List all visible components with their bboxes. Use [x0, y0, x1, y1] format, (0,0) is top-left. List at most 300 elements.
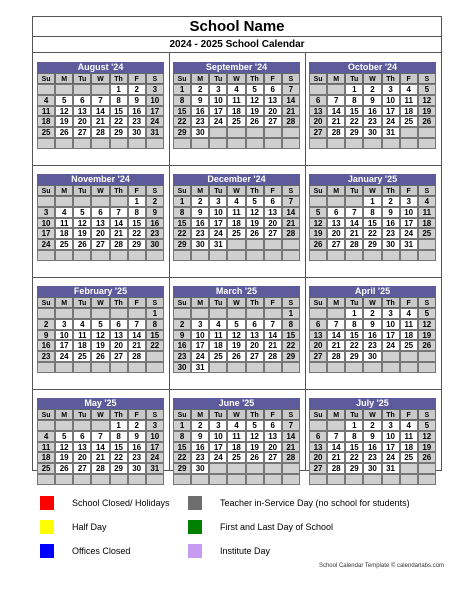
weekday-header: M: [191, 185, 209, 196]
weekday-header: M: [327, 409, 345, 420]
day-cell: 24: [400, 228, 418, 239]
legend-item: [40, 496, 170, 510]
day-cell: 27: [246, 351, 264, 362]
weekday-header: Tu: [73, 297, 91, 308]
empty-day-cell: [345, 250, 363, 261]
grid-divider: [33, 165, 441, 166]
week-row: [37, 452, 164, 463]
weekday-header: S: [146, 409, 164, 420]
empty-day-cell: [173, 138, 191, 149]
empty-day-cell: [227, 463, 245, 474]
day-cell: 20: [327, 228, 345, 239]
day-cell: 16: [173, 340, 191, 351]
day-cell: 8: [173, 431, 191, 442]
weekday-header: F: [264, 297, 282, 308]
month-title: August '24: [37, 62, 164, 73]
day-cell: 24: [209, 116, 227, 127]
week-row: [173, 351, 300, 362]
day-cell: 16: [37, 340, 55, 351]
day-cell: 14: [345, 218, 363, 229]
footer-credit: School Calendar Template © calendarlabs.com: [318, 563, 444, 569]
empty-day-cell: [327, 84, 345, 95]
weekday-header: Su: [37, 73, 55, 84]
weekday-header: Th: [246, 409, 264, 420]
day-cell: 26: [227, 351, 245, 362]
empty-day-cell: [227, 127, 245, 138]
day-cell: 13: [264, 95, 282, 106]
day-cell: 26: [418, 340, 436, 351]
empty-day-cell: [309, 474, 327, 485]
day-cell: 23: [191, 452, 209, 463]
empty-day-cell: [227, 362, 245, 373]
empty-day-cell: [91, 362, 109, 373]
day-cell: 16: [128, 106, 146, 117]
day-cell: 1: [282, 308, 300, 319]
day-cell: 16: [191, 442, 209, 453]
empty-day-cell: [191, 250, 209, 261]
weekday-header: F: [264, 73, 282, 84]
day-cell: 22: [173, 116, 191, 127]
day-cell: 6: [264, 196, 282, 207]
week-row: [309, 207, 436, 218]
weekday-header: W: [227, 297, 245, 308]
weekday-header: Tu: [345, 73, 363, 84]
day-cell: 29: [345, 127, 363, 138]
day-cell: 28: [282, 228, 300, 239]
day-cell: 10: [209, 95, 227, 106]
day-cell: 12: [418, 431, 436, 442]
day-cell: 17: [209, 442, 227, 453]
weekday-header: S: [418, 409, 436, 420]
day-cell: 16: [191, 218, 209, 229]
month-title: March '25: [173, 286, 300, 297]
empty-day-cell: [110, 250, 128, 261]
week-row: [173, 330, 300, 341]
empty-day-cell: [282, 463, 300, 474]
day-cell: 17: [382, 442, 400, 453]
weekday-header: Tu: [209, 409, 227, 420]
day-cell: 22: [363, 228, 381, 239]
day-cell: 15: [363, 218, 381, 229]
week-row: [173, 250, 300, 261]
day-cell: 22: [345, 452, 363, 463]
week-row: [37, 138, 164, 149]
week-row: [37, 351, 164, 362]
day-cell: 21: [91, 452, 109, 463]
day-cell: 8: [345, 431, 363, 442]
weekday-header: S: [418, 73, 436, 84]
day-cell: 24: [55, 351, 73, 362]
week-row: [173, 218, 300, 229]
empty-day-cell: [91, 84, 109, 95]
day-cell: 19: [246, 218, 264, 229]
week-row: [37, 474, 164, 485]
weekday-header: F: [264, 409, 282, 420]
month-calendar: [173, 174, 300, 261]
day-cell: 2: [363, 84, 381, 95]
empty-day-cell: [146, 138, 164, 149]
empty-day-cell: [146, 362, 164, 373]
legend-item: [188, 496, 410, 510]
day-cell: 16: [146, 218, 164, 229]
day-cell: 18: [55, 228, 73, 239]
weekday-header: Tu: [345, 409, 363, 420]
day-cell: 19: [73, 228, 91, 239]
empty-day-cell: [418, 239, 436, 250]
empty-day-cell: [327, 308, 345, 319]
empty-day-cell: [246, 250, 264, 261]
day-cell: 16: [363, 106, 381, 117]
day-cell: 10: [209, 207, 227, 218]
legend-item: [40, 544, 130, 558]
weekday-header: W: [363, 297, 381, 308]
weekday-header: Th: [382, 73, 400, 84]
day-cell: 14: [282, 207, 300, 218]
day-cell: 11: [37, 442, 55, 453]
day-cell: 13: [309, 330, 327, 341]
day-cell: 23: [37, 351, 55, 362]
empty-day-cell: [309, 308, 327, 319]
empty-day-cell: [91, 308, 109, 319]
day-cell: 8: [173, 95, 191, 106]
empty-day-cell: [73, 474, 91, 485]
day-cell: 5: [418, 308, 436, 319]
month-title: May '25: [37, 398, 164, 409]
empty-day-cell: [73, 84, 91, 95]
day-cell: 10: [146, 431, 164, 442]
day-cell: 10: [55, 330, 73, 341]
empty-day-cell: [264, 308, 282, 319]
empty-day-cell: [110, 196, 128, 207]
day-cell: 6: [309, 431, 327, 442]
day-cell: 6: [264, 84, 282, 95]
week-row: [309, 239, 436, 250]
month-calendar: [37, 286, 164, 373]
day-cell: 8: [345, 319, 363, 330]
empty-day-cell: [128, 308, 146, 319]
day-cell: 11: [209, 330, 227, 341]
day-cell: 6: [110, 319, 128, 330]
day-cell: 29: [173, 127, 191, 138]
month-calendar: [309, 174, 436, 261]
day-cell: 31: [191, 362, 209, 373]
day-cell: 14: [128, 330, 146, 341]
weekday-header: W: [91, 185, 109, 196]
week-row: [37, 442, 164, 453]
month-title: June '25: [173, 398, 300, 409]
day-cell: 2: [146, 196, 164, 207]
empty-day-cell: [55, 420, 73, 431]
day-cell: 1: [173, 84, 191, 95]
day-cell: 17: [209, 106, 227, 117]
day-cell: 10: [382, 431, 400, 442]
empty-day-cell: [327, 474, 345, 485]
day-cell: 27: [309, 127, 327, 138]
weekday-header: Tu: [209, 185, 227, 196]
legend-label: School Closed/ Holidays: [72, 498, 170, 508]
empty-day-cell: [37, 138, 55, 149]
day-cell: 9: [363, 319, 381, 330]
weekday-header: S: [146, 297, 164, 308]
week-row: [37, 218, 164, 229]
day-cell: 21: [327, 452, 345, 463]
day-cell: 7: [345, 207, 363, 218]
empty-day-cell: [309, 420, 327, 431]
grid-divider: [305, 53, 306, 470]
empty-day-cell: [55, 84, 73, 95]
week-row: [173, 319, 300, 330]
day-cell: 20: [73, 116, 91, 127]
day-cell: 26: [246, 116, 264, 127]
empty-day-cell: [209, 463, 227, 474]
empty-day-cell: [264, 362, 282, 373]
weekday-header: Th: [382, 409, 400, 420]
empty-day-cell: [191, 138, 209, 149]
weekday-header: S: [282, 297, 300, 308]
day-cell: 22: [173, 452, 191, 463]
empty-day-cell: [282, 362, 300, 373]
empty-day-cell: [282, 474, 300, 485]
weekday-header: W: [227, 409, 245, 420]
weekday-header: W: [363, 73, 381, 84]
day-cell: 25: [400, 116, 418, 127]
empty-day-cell: [345, 474, 363, 485]
day-cell: 31: [146, 463, 164, 474]
month-calendar: [309, 286, 436, 373]
day-cell: 23: [128, 452, 146, 463]
day-cell: 31: [209, 239, 227, 250]
day-cell: 29: [110, 127, 128, 138]
day-cell: 24: [37, 239, 55, 250]
week-row: [173, 442, 300, 453]
empty-day-cell: [246, 127, 264, 138]
week-row: [173, 420, 300, 431]
day-cell: 27: [73, 463, 91, 474]
week-row: [173, 95, 300, 106]
empty-day-cell: [418, 250, 436, 261]
day-cell: 10: [37, 218, 55, 229]
day-cell: 25: [37, 127, 55, 138]
weekday-header: Tu: [73, 73, 91, 84]
day-cell: 24: [382, 452, 400, 463]
day-cell: 12: [73, 218, 91, 229]
day-cell: 2: [128, 420, 146, 431]
week-row: [173, 196, 300, 207]
day-cell: 13: [110, 330, 128, 341]
empty-day-cell: [363, 362, 381, 373]
empty-day-cell: [309, 196, 327, 207]
day-cell: 12: [246, 95, 264, 106]
empty-day-cell: [327, 362, 345, 373]
day-cell: 17: [37, 228, 55, 239]
empty-day-cell: [327, 250, 345, 261]
weekday-header: M: [191, 409, 209, 420]
day-cell: 11: [73, 330, 91, 341]
week-row: [37, 207, 164, 218]
week-row: [309, 340, 436, 351]
empty-day-cell: [91, 250, 109, 261]
day-cell: 8: [110, 95, 128, 106]
weekday-header: M: [55, 409, 73, 420]
day-cell: 29: [173, 239, 191, 250]
legend-color-swatch: [188, 496, 202, 510]
school-name-title: School Name: [33, 17, 441, 37]
week-row: [309, 452, 436, 463]
week-row: [173, 127, 300, 138]
weekday-header: Su: [309, 73, 327, 84]
day-cell: 8: [128, 207, 146, 218]
weekday-header: M: [327, 297, 345, 308]
empty-day-cell: [309, 84, 327, 95]
day-cell: 5: [418, 420, 436, 431]
day-cell: 20: [246, 340, 264, 351]
week-row: [37, 319, 164, 330]
day-cell: 27: [264, 228, 282, 239]
day-cell: 9: [37, 330, 55, 341]
day-cell: 14: [282, 95, 300, 106]
day-cell: 6: [91, 207, 109, 218]
day-cell: 4: [55, 207, 73, 218]
empty-day-cell: [37, 250, 55, 261]
weekday-header: S: [282, 409, 300, 420]
day-cell: 1: [345, 84, 363, 95]
day-cell: 10: [400, 207, 418, 218]
day-cell: 15: [345, 330, 363, 341]
day-cell: 13: [91, 218, 109, 229]
day-cell: 6: [309, 95, 327, 106]
week-row: [309, 330, 436, 341]
day-cell: 22: [128, 228, 146, 239]
day-cell: 18: [37, 452, 55, 463]
week-row: [309, 138, 436, 149]
weekday-header: M: [55, 185, 73, 196]
day-cell: 26: [418, 452, 436, 463]
day-cell: 20: [110, 340, 128, 351]
day-cell: 4: [400, 420, 418, 431]
empty-day-cell: [418, 362, 436, 373]
week-row: [37, 250, 164, 261]
day-cell: 30: [146, 239, 164, 250]
weekday-header: Su: [309, 409, 327, 420]
day-cell: 5: [73, 207, 91, 218]
empty-day-cell: [345, 138, 363, 149]
day-cell: 4: [418, 196, 436, 207]
month-calendar: [173, 62, 300, 149]
empty-day-cell: [418, 138, 436, 149]
weekday-header: W: [91, 73, 109, 84]
empty-day-cell: [209, 474, 227, 485]
empty-day-cell: [110, 308, 128, 319]
empty-day-cell: [309, 362, 327, 373]
day-cell: 22: [146, 340, 164, 351]
day-cell: 29: [110, 463, 128, 474]
day-cell: 22: [173, 228, 191, 239]
day-cell: 18: [227, 106, 245, 117]
month-title: December '24: [173, 174, 300, 185]
day-cell: 31: [382, 127, 400, 138]
empty-day-cell: [73, 308, 91, 319]
day-cell: 16: [128, 442, 146, 453]
empty-day-cell: [173, 250, 191, 261]
day-cell: 28: [91, 127, 109, 138]
calendar-subtitle: 2024 - 2025 School Calendar: [33, 37, 441, 53]
day-cell: 26: [91, 351, 109, 362]
day-cell: 6: [309, 319, 327, 330]
week-row: [309, 228, 436, 239]
day-cell: 25: [418, 228, 436, 239]
week-row: [173, 452, 300, 463]
day-cell: 10: [209, 431, 227, 442]
day-cell: 19: [55, 116, 73, 127]
day-cell: 9: [363, 95, 381, 106]
day-cell: 24: [146, 452, 164, 463]
week-row: [173, 116, 300, 127]
weekday-header: Su: [173, 73, 191, 84]
day-cell: 30: [191, 239, 209, 250]
day-cell: 30: [363, 351, 381, 362]
day-cell: 23: [363, 116, 381, 127]
week-row: [309, 319, 436, 330]
empty-day-cell: [55, 362, 73, 373]
day-cell: 26: [55, 463, 73, 474]
day-cell: 15: [345, 442, 363, 453]
day-cell: 26: [55, 127, 73, 138]
day-cell: 18: [418, 218, 436, 229]
empty-day-cell: [400, 127, 418, 138]
day-cell: 28: [282, 116, 300, 127]
day-cell: 23: [173, 351, 191, 362]
day-cell: 25: [400, 452, 418, 463]
day-cell: 3: [37, 207, 55, 218]
week-row: [309, 84, 436, 95]
day-cell: 2: [128, 84, 146, 95]
day-cell: 29: [173, 463, 191, 474]
empty-day-cell: [418, 474, 436, 485]
weekday-header: Th: [110, 409, 128, 420]
day-cell: 9: [191, 207, 209, 218]
weekday-header: Su: [309, 297, 327, 308]
day-cell: 11: [55, 218, 73, 229]
grid-divider: [33, 389, 441, 390]
day-cell: 1: [110, 84, 128, 95]
week-row: [37, 95, 164, 106]
day-cell: 25: [209, 351, 227, 362]
day-cell: 26: [246, 228, 264, 239]
day-cell: 23: [191, 116, 209, 127]
day-cell: 17: [146, 442, 164, 453]
empty-day-cell: [382, 351, 400, 362]
weekday-header: Tu: [209, 297, 227, 308]
legend-color-swatch: [40, 496, 54, 510]
day-cell: 21: [264, 340, 282, 351]
weekday-header: S: [282, 185, 300, 196]
weekday-header: Th: [246, 185, 264, 196]
month-title: January '25: [309, 174, 436, 185]
empty-day-cell: [173, 474, 191, 485]
empty-day-cell: [209, 138, 227, 149]
empty-day-cell: [209, 127, 227, 138]
week-row: [37, 116, 164, 127]
day-cell: 26: [73, 239, 91, 250]
day-cell: 5: [227, 319, 245, 330]
day-cell: 7: [91, 431, 109, 442]
empty-day-cell: [110, 362, 128, 373]
week-row: [37, 239, 164, 250]
day-cell: 9: [128, 431, 146, 442]
empty-day-cell: [55, 250, 73, 261]
empty-day-cell: [91, 196, 109, 207]
day-cell: 17: [55, 340, 73, 351]
